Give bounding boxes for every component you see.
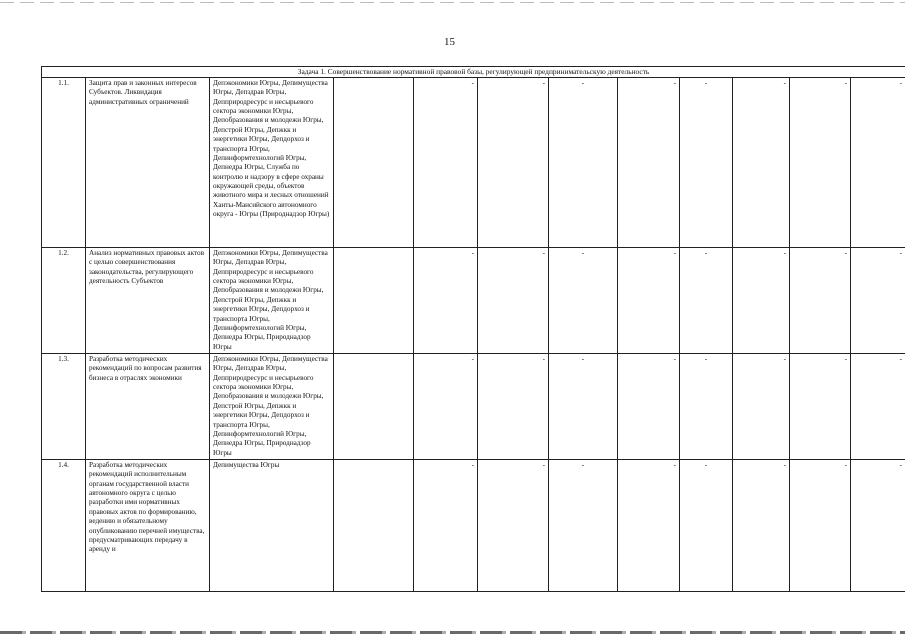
action-plan-table	[41, 66, 905, 592]
value-cell: -	[851, 78, 905, 248]
executors: Депэкономики Югры, Депимущества Югры, Депздрав Югры, Депприродресурс и несырьевого сектора экономики Югры, Депобразования и молодежи Югры, Депстрой Югры, Депжкк и энергетики Югры, Депдорхоз и транспорта Югры, Депинформтехнологий Югры, Депнедра Югры, Природнадзор Югры	[210, 354, 334, 460]
row-number: 1.3.	[42, 354, 86, 460]
value-cell: -	[414, 460, 478, 592]
value-cell: -	[618, 78, 680, 248]
task-header: Задача 1. Совершенствование нормативной правовой базы, регулирующей предпринимательскую деятельность	[42, 67, 905, 78]
value-cell: -	[851, 354, 905, 460]
value-cell: -	[733, 460, 790, 592]
value-cell: -	[618, 354, 680, 460]
measure-title: Разработка методических рекомендаций исполнительным органам государственной власти автономного округа с целью разработки ими нормативных правовых актов по формированию, ведению и обязательному опубликованию перечней имущества, предусматривающих передачу в аренду и	[86, 460, 210, 592]
value-cell: -	[790, 248, 851, 354]
value-cell: -	[478, 78, 549, 248]
value-cell: -	[618, 460, 680, 592]
value-cell: -	[680, 78, 733, 248]
value-cell: -	[478, 460, 549, 592]
executors: Депэкономики Югры, Депимущества Югры, Депздрав Югры, Депприродресурс и несырьевого сектора экономики Югры, Депобразования и молодежи Югры, Депстрой Югры, Депжкк и энергетики Югры, Депдорхоз и транспорта Югры, Депинформтехнологий Югры, Депнедра Югры, Служба по контролю и надзору в сфере охраны окружающей среды, объектов животного мира и лесных отношений Ханты-Мансийского автономного округа - Югры (Природнадзор Югры)	[210, 78, 334, 248]
executors: Депэкономики Югры, Депимущества Югры, Депздрав Югры, Депприродресурс и несырьевого сектора экономики Югры, Депобразования и молодежи Югры, Депстрой Югры, Депжкк и энергетики Югры, Депдорхоз и транспорта Югры, Депинформтехнологий Югры, Депнедра Югры, Природнадзор Югры	[210, 248, 334, 354]
row-number: 1.2.	[42, 248, 86, 354]
scan-top-edge	[0, 2, 905, 3]
value-cell: -	[790, 354, 851, 460]
empty-cell	[334, 354, 414, 460]
value-cell: -	[680, 460, 733, 592]
task-header-row	[42, 67, 905, 78]
value-cell: -	[549, 78, 618, 248]
table-row	[42, 78, 905, 248]
value-cell: -	[414, 354, 478, 460]
value-cell: -	[414, 248, 478, 354]
value-cell: -	[549, 354, 618, 460]
row-number: 1.4.	[42, 460, 86, 592]
empty-cell	[334, 460, 414, 592]
table-row	[42, 460, 905, 592]
table-row	[42, 248, 905, 354]
table-row	[42, 354, 905, 460]
value-cell: -	[414, 78, 478, 248]
value-cell: -	[680, 248, 733, 354]
value-cell: -	[549, 460, 618, 592]
value-cell: -	[851, 248, 905, 354]
value-cell: -	[790, 78, 851, 248]
value-cell: -	[478, 354, 549, 460]
empty-cell	[334, 78, 414, 248]
value-cell: -	[478, 248, 549, 354]
empty-cell	[334, 248, 414, 354]
value-cell: -	[733, 78, 790, 248]
value-cell: -	[733, 248, 790, 354]
value-cell: -	[618, 248, 680, 354]
value-cell: -	[680, 354, 733, 460]
scan-bottom-edge	[0, 631, 905, 634]
row-number: 1.1.	[42, 78, 86, 248]
page-number: 15	[444, 36, 455, 48]
measure-title: Разработка методических рекомендаций по вопросам развития бизнеса в отраслях экономики	[86, 354, 210, 460]
value-cell: -	[851, 460, 905, 592]
value-cell: -	[549, 248, 618, 354]
measure-title: Защита прав и законных интересов Субъектов. Ликвидация административных ограничений	[86, 78, 210, 248]
executors: Депимущества Югры	[210, 460, 334, 592]
measure-title: Анализ нормативных правовых актов с целью совершенствования законодательства, регулирующего деятельность Субъектов	[86, 248, 210, 354]
value-cell: -	[733, 354, 790, 460]
value-cell: -	[790, 460, 851, 592]
